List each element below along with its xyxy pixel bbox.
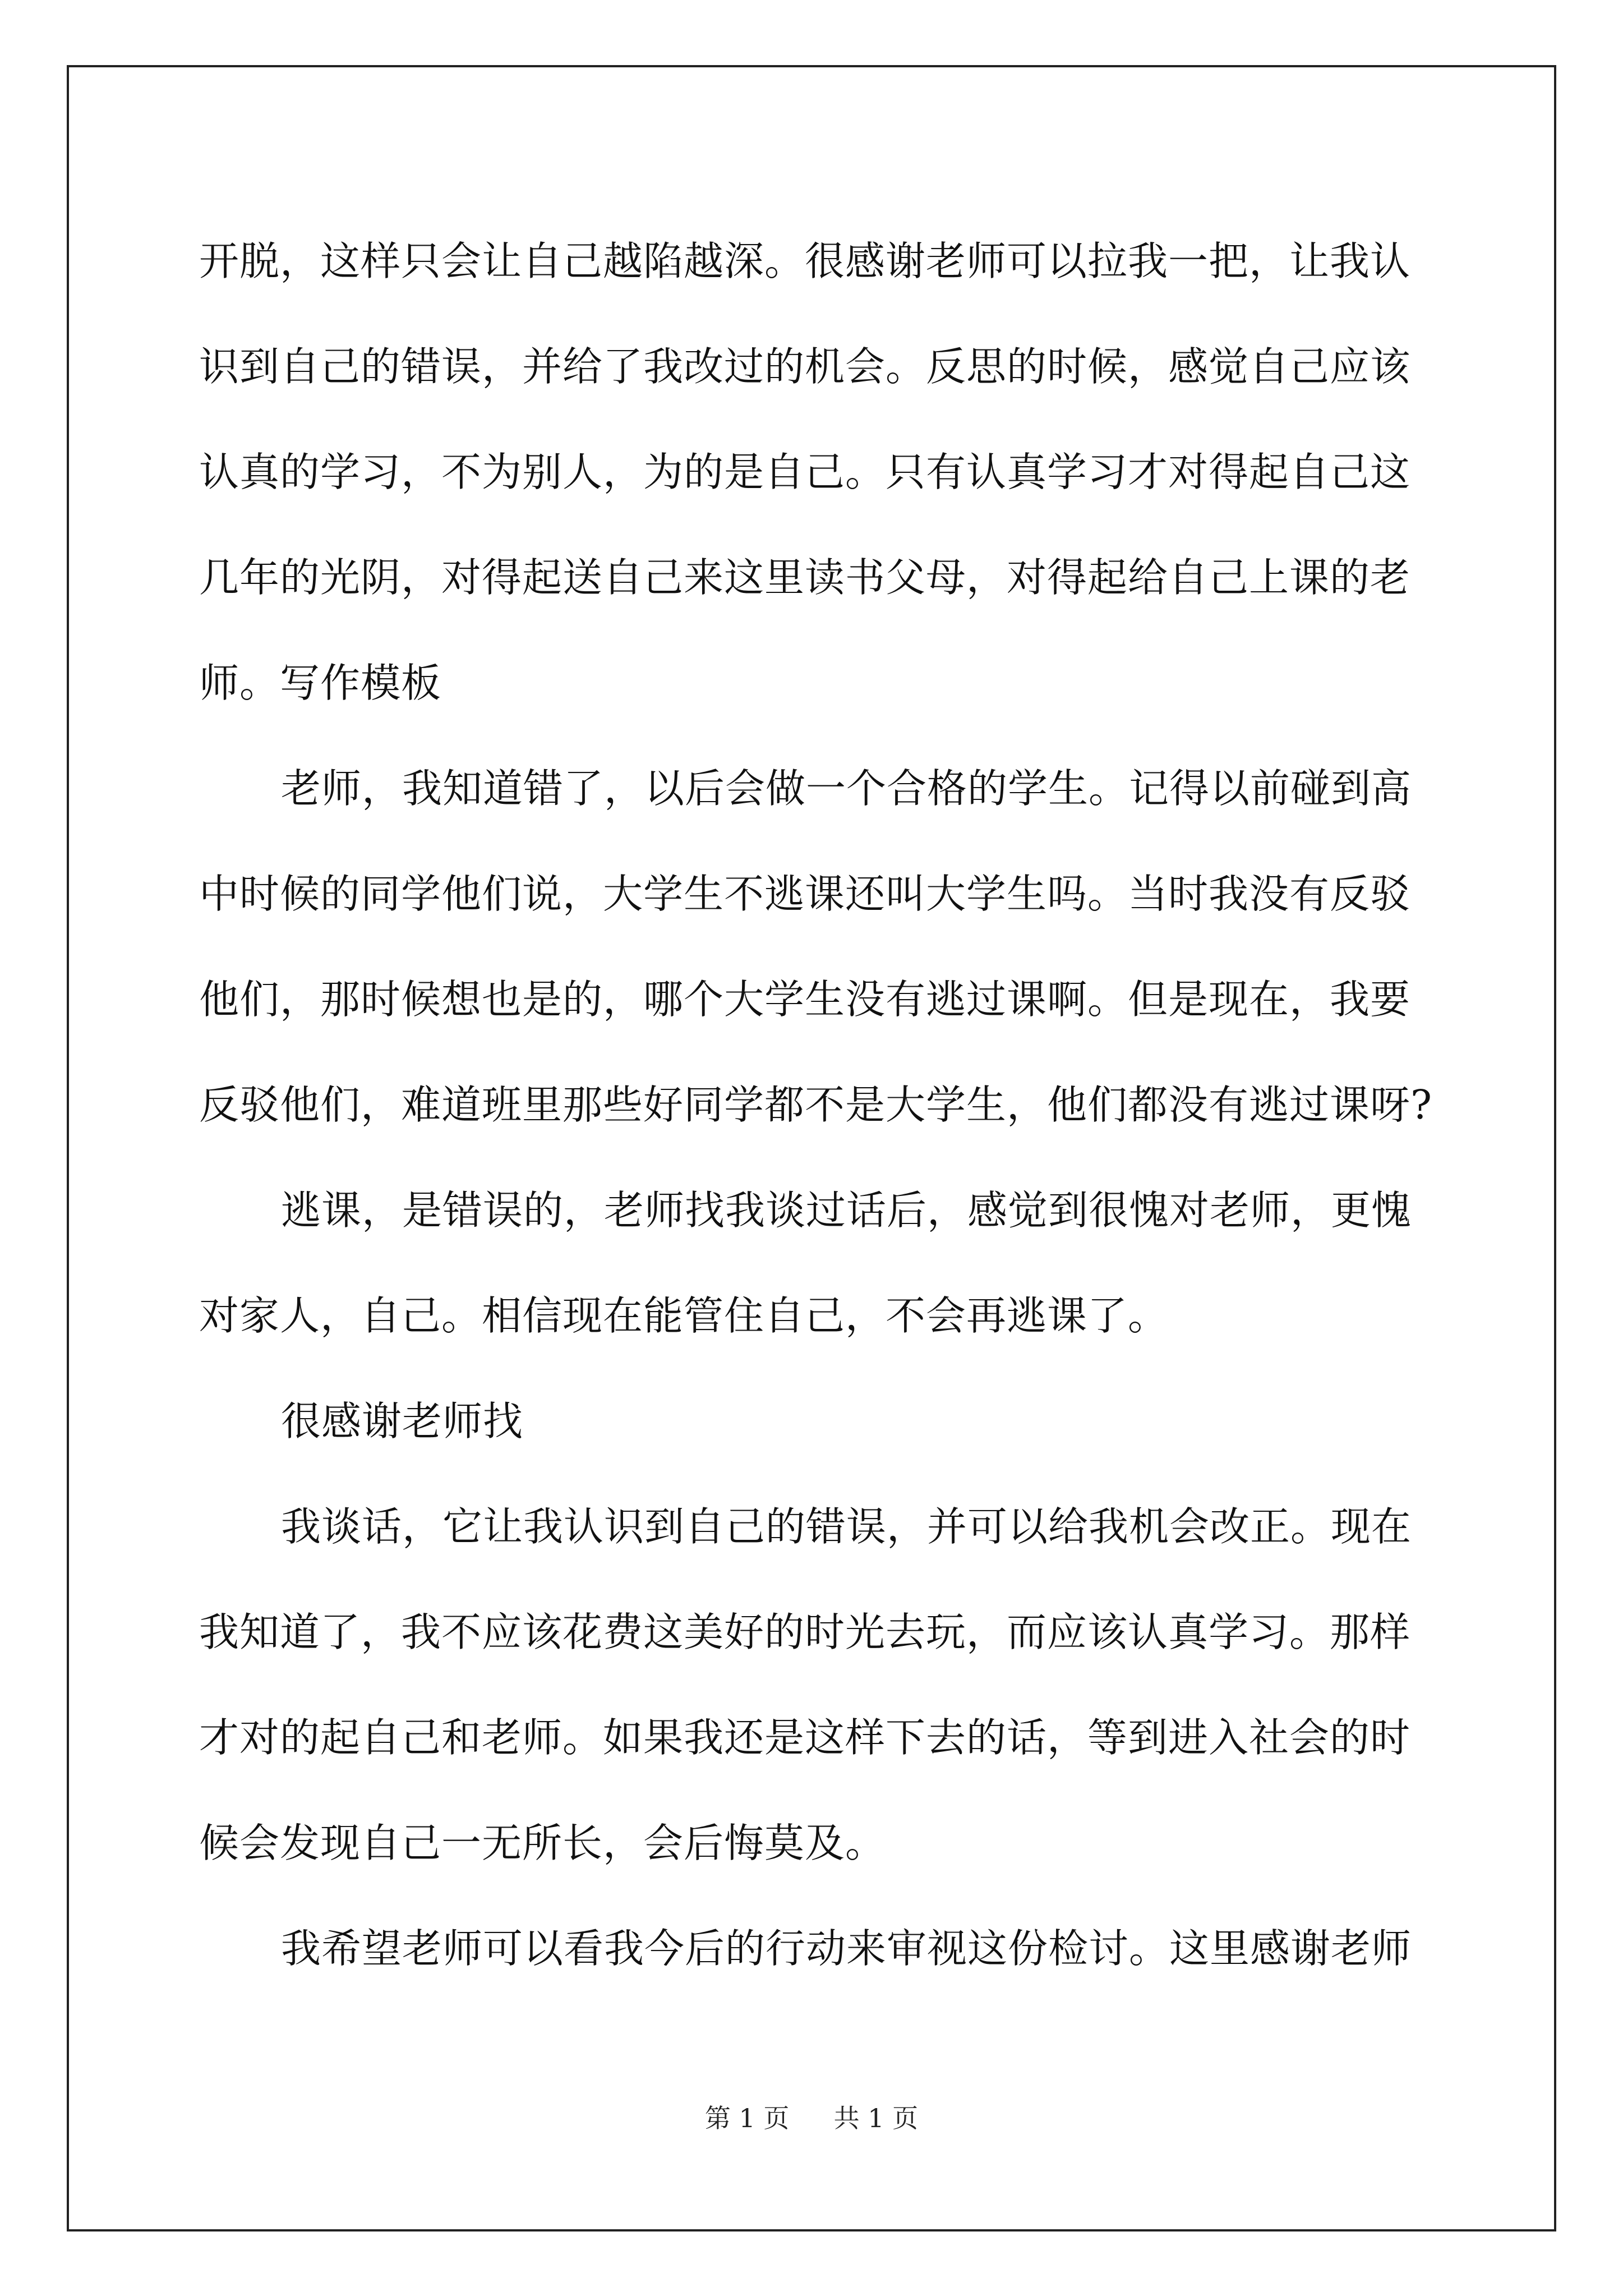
page-total: 共 1 页 bbox=[833, 2103, 919, 2133]
paragraph-2: 老师，我知道错了，以后会做一个合格的学生。记得以前碰到高中时候的同学他们说，大学生不逃课还叫大学生吗。当时我没有反驳他们，那时候想也是的，哪个大学生没有逃过课啊。但是现在，我要反驳他们，难道班里那些好同学都不是大学生，他们都没有逃过课呀? bbox=[199, 765, 1433, 1128]
page-number: 第 1 页 bbox=[704, 2103, 790, 2133]
paragraph-6: 我希望老师可以看我今后的行动来审视这份检讨。这里感谢老师 bbox=[281, 1925, 1412, 1972]
page-footer bbox=[0, 2098, 1623, 2135]
document-body bbox=[199, 209, 1433, 2001]
paragraph-3: 逃课，是错误的，老师找我谈过话后，感觉到很愧对老师，更愧对家人，自己。相信现在能管住自己，不会再逃课了。 bbox=[199, 1187, 1412, 1339]
paragraph-5: 我谈话，它让我认识到自己的错误，并可以给我机会改正。现在我知道了，我不应该花费这美好的时光去玩，而应该认真学习。那样才对的起自己和老师。如果我还是这样下去的话，等到进入社会的时候会发现自己一无所长，会后悔莫及。 bbox=[199, 1503, 1412, 1866]
paragraph-4: 很感谢老师找 bbox=[281, 1398, 524, 1444]
paragraph-1: 开脱，这样只会让自己越陷越深。很感谢老师可以拉我一把，让我认识到自己的错误，并给了我改过的机会。反思的时候，感觉自己应该认真的学习，不为别人，为的是自己。只有认真学习才对得起自己这几年的光阴，对得起送自己来这里读书父母，对得起给自己上课的老师。写作模板 bbox=[199, 238, 1411, 706]
